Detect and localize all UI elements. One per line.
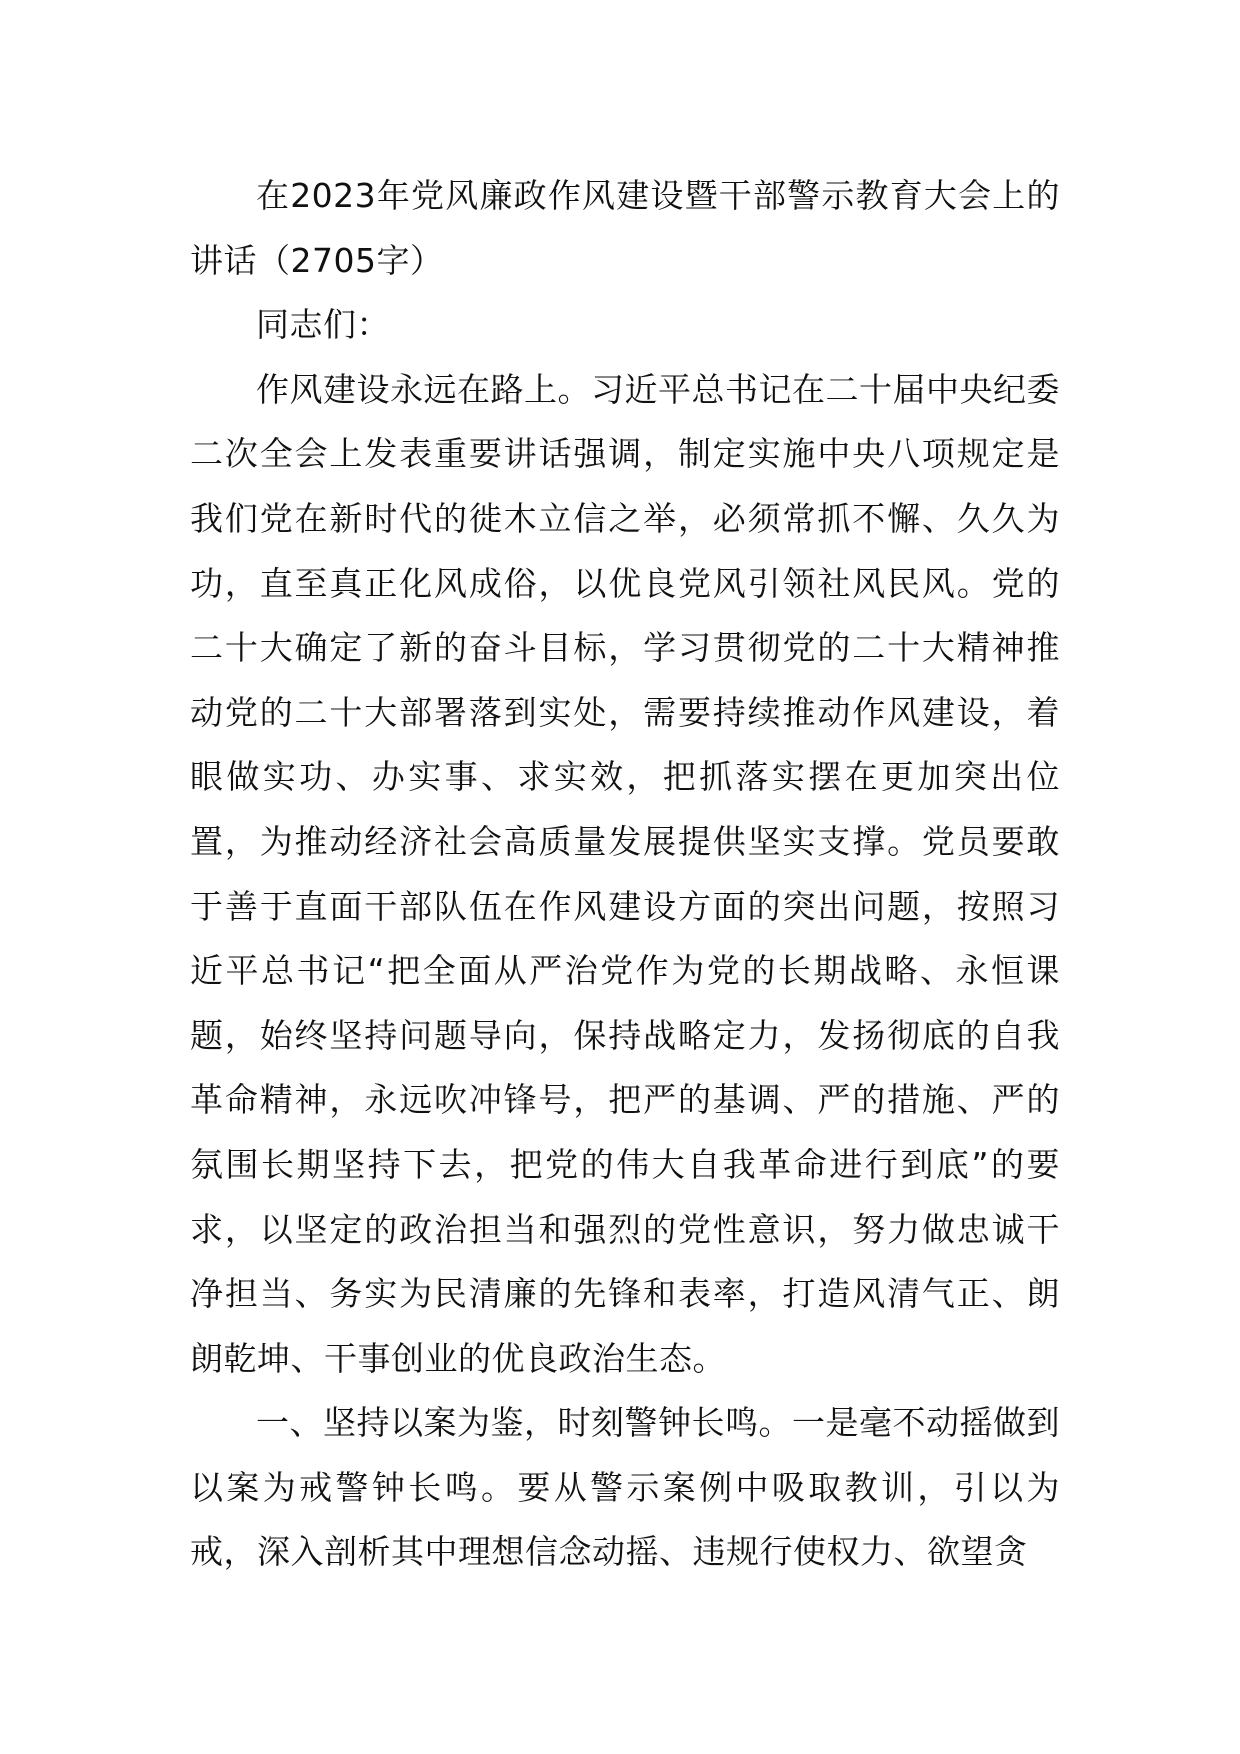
body-paragraph: 作风建设永远在路上。习近平总书记在二十届中央纪委二次全会上发表重要讲话强调，制定实施中央八项规定是我们党在新时代的徙木立信之举，必须常抓不懈、久久为功，直至真正化风成俗，以优良党风引领社风民风。党的二十大确定了新的奋斗目标，学习贯彻党的二十大精神推动党的二十大部署落到实处，需要持续推动作风建设，着眼做实功、办实事、求实效，把抓落实摆在更加突出位置，为推动经济社会高质量发展提供坚实支撑。党员要敢于善于直面干部队伍在作风建设方面的突出问题，按照习近平总书记“把全面从严治党作为党的长期战略、永恒课题，始终坚持问题导向，保持战略定力，发扬彻底的自我革命精神，永远吹冲锋号，把严的基调、严的措施、严的氛围长期坚持下去，把党的伟大自我革命进行到底”的要求，以坚定的政治担当和强烈的党性意识，努力做忠诚干净担当、务实为民清廉的先锋和表率，打造风清气正、朗朗乾坤、干事创业的优良政治生态。 bbox=[190, 369, 1060, 1378]
document-title: 在2023年党风廉政作风建设暨干部警示教育大会上的讲话（2705字） bbox=[190, 176, 1060, 280]
body-paragraph: 一、坚持以案为鉴，时刻警钟长鸣。一是毫不动摇做到以案为戒警钟长鸣。要从警示案例中吸取教训，引以为戒，深入剖析其中理想信念动摇、违规行使权力、欲望贪 bbox=[190, 1403, 1060, 1572]
document-page bbox=[190, 164, 1060, 1585]
salutation: 同志们： bbox=[256, 305, 390, 345]
